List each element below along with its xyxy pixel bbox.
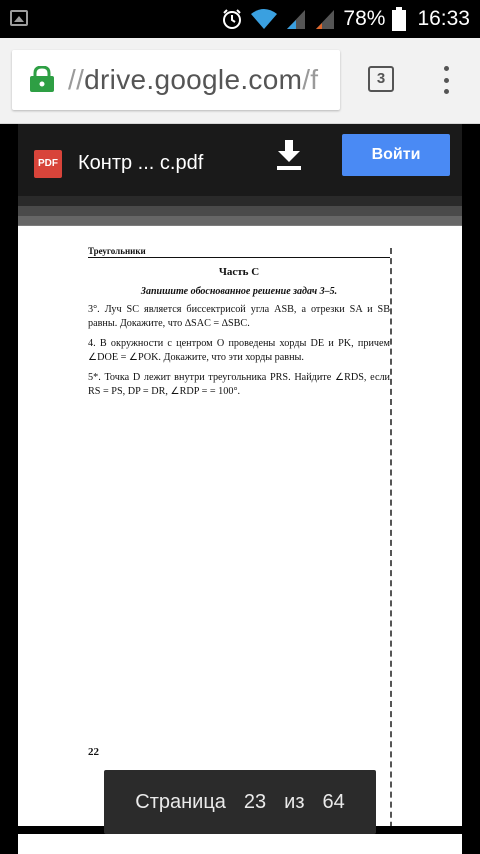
task-5: 5*. Точка D лежит внутри треугольника PRS. Найдите ∠RDS, если RS = PS, DP = DR, ∠RDP = = 100°. — [88, 372, 390, 397]
part-title: Часть С — [218, 266, 260, 278]
tab-switcher-button[interactable]: 3 — [368, 66, 394, 92]
pdf-file-icon: PDF — [34, 150, 62, 178]
clock: 16:33 — [417, 7, 470, 30]
page-of-label: из — [284, 790, 305, 813]
image-notification-icon — [10, 10, 28, 26]
file-name: Контр ... с.pdf — [78, 152, 204, 174]
pdf-page[interactable] — [18, 226, 462, 826]
wifi-icon — [250, 8, 278, 30]
viewer-header — [18, 124, 462, 196]
url-prefix: // — [68, 64, 85, 95]
part-intro: Запишите обоснованное решение задач 3–5. — [140, 286, 338, 297]
status-bar — [0, 0, 480, 38]
signal-2-icon — [314, 8, 336, 30]
total-pages: 64 — [322, 790, 345, 813]
page-indicator — [104, 770, 376, 834]
next-page-edge — [18, 834, 462, 854]
url-path: /f — [302, 64, 319, 95]
page-number: 22 — [88, 746, 99, 758]
battery-icon — [392, 7, 406, 31]
url-text — [68, 64, 318, 96]
status-icons — [221, 0, 470, 38]
address-bar[interactable] — [12, 50, 340, 110]
download-icon[interactable] — [276, 140, 302, 170]
current-page: 23 — [243, 790, 267, 813]
pdf-viewer — [0, 124, 480, 854]
alarm-icon — [221, 8, 243, 30]
task-3: 3°. Луч SC является биссектрисой угла ASB, а отрезки SA и SB равны. Докажите, что ∆SAC = ∆SBC. — [88, 304, 390, 329]
page-content — [88, 246, 390, 399]
page-label: Страница — [135, 790, 226, 813]
lock-icon — [30, 66, 54, 92]
url-domain: drive.google.com — [84, 64, 303, 95]
signin-button[interactable]: Войти — [342, 134, 450, 176]
cut-line — [390, 248, 392, 826]
task-4: 4. В окружности с центром O проведены хорды DE и PK, причем ∠DOE = ∠POK. Докажите, что эти хорды равны. — [88, 338, 390, 363]
overflow-menu-icon[interactable] — [440, 66, 452, 94]
section-heading: Треугольники — [88, 246, 390, 258]
browser-toolbar — [0, 38, 480, 124]
signal-1-icon — [285, 8, 307, 30]
battery-percent: 78% — [343, 7, 386, 30]
